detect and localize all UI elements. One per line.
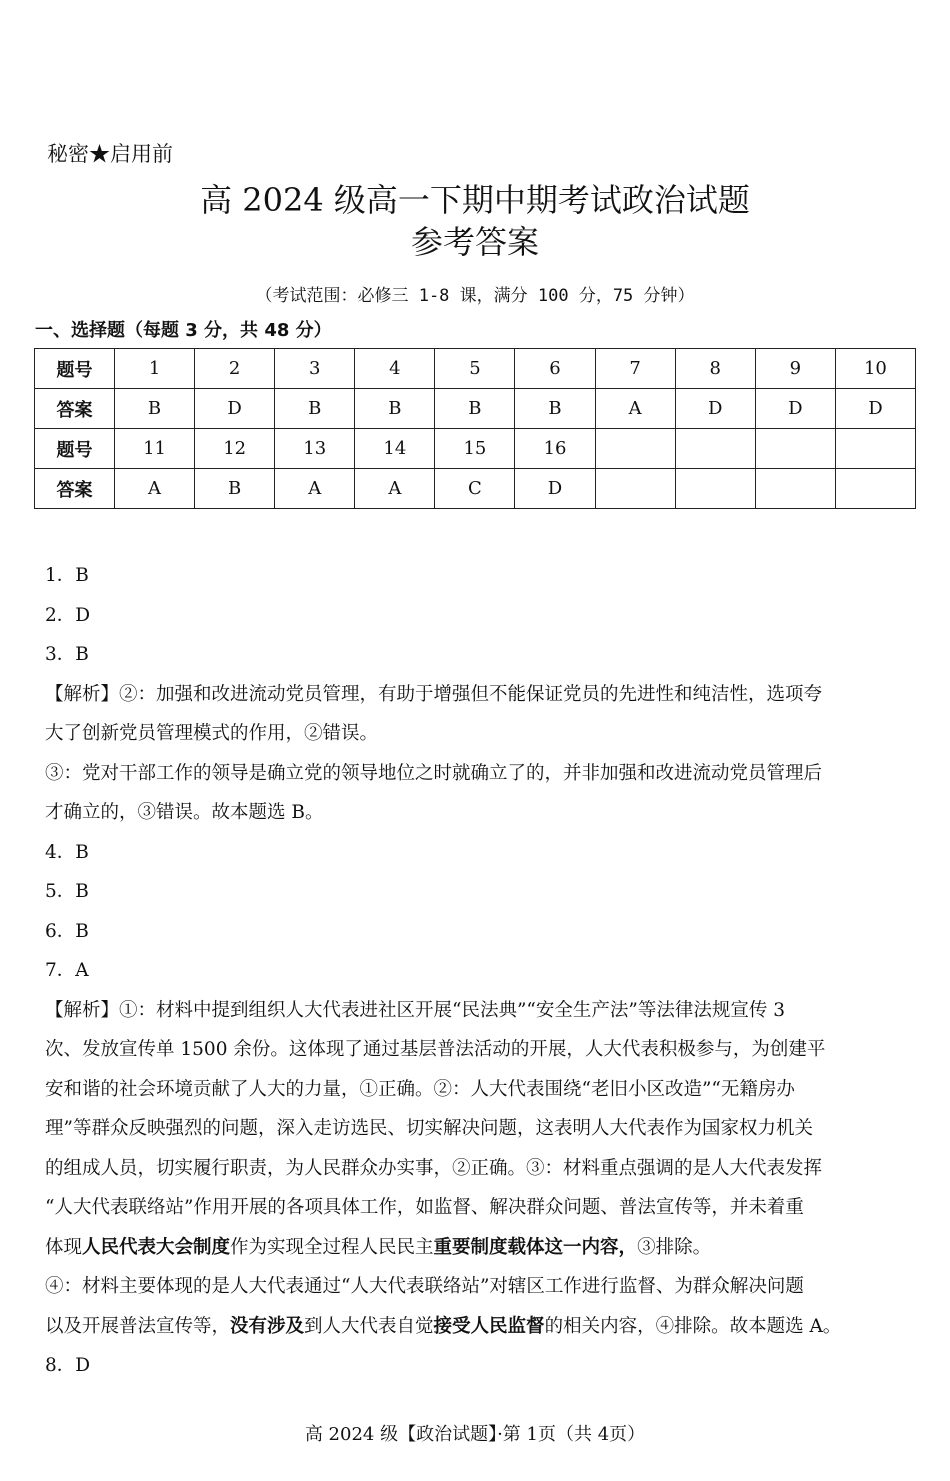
page-title: 高 2024 级高一下期中期考试政治试题 — [200, 181, 750, 219]
answer-cell: B — [115, 389, 195, 429]
answer-line: 6．B — [45, 920, 89, 942]
text-span: 体现 — [45, 1236, 83, 1258]
question-number: 3 — [275, 349, 355, 389]
section-title-choice: 一、选择题（每题 3 分，共 48 分） — [35, 320, 332, 341]
bold-text: 没有涉及 — [230, 1315, 305, 1337]
answer-table — [34, 348, 916, 509]
question-number — [755, 429, 835, 469]
text-span: 的相关内容，④排除。故本题选 A。 — [544, 1315, 842, 1337]
answer-line: 1．B — [45, 565, 89, 586]
text-span: 到人大代表自觉 — [304, 1315, 434, 1337]
explanation-line: 理”等群众反映强烈的问题，深入走访选民、切实解决问题，这表明人大代表作为国家权力机关 — [45, 1118, 813, 1139]
question-number: 8 — [675, 349, 755, 389]
answer-cell: D — [755, 389, 835, 429]
question-number: 6 — [515, 349, 595, 389]
explanation-line: 大了创新党员管理模式的作用，②错误。 — [45, 723, 379, 744]
answer-cell: D — [835, 389, 915, 429]
explanation-line: 的组成人员，切实履行职责，为人民群众办实事，②正确。③：材料重点强调的是人大代表发挥 — [45, 1157, 823, 1179]
question-number: 4 — [355, 349, 435, 389]
question-number: 14 — [355, 429, 435, 469]
answer-cell — [595, 469, 675, 509]
answer-cell: D — [675, 389, 755, 429]
answer-cell: D — [515, 469, 595, 509]
text-span: ③排除。 — [637, 1236, 712, 1258]
answer-line: 8．D — [45, 1355, 91, 1376]
question-number — [595, 429, 675, 469]
exam-scope: （考试范围：必修三 1-8 课，满分 100 分，75 分钟） — [255, 286, 695, 306]
answer-line: 2．D — [45, 604, 91, 626]
table-row — [35, 389, 916, 429]
answer-explanations — [45, 556, 907, 1386]
question-number: 12 — [195, 429, 275, 469]
table-row — [35, 469, 916, 509]
explanation-line: 安和谐的社会环境贡献了人大的力量，①正确。②：人大代表围绕“老旧小区改造”“无籍房办 — [45, 1078, 795, 1100]
answer-cell: B — [275, 389, 355, 429]
answer-line: 5．B — [45, 881, 89, 902]
table-row — [35, 429, 916, 469]
bold-text: 人民代表大会制度 — [82, 1236, 231, 1258]
answer-cell: B — [355, 389, 435, 429]
question-number: 5 — [435, 349, 515, 389]
answer-cell — [835, 469, 915, 509]
text-span: 作为实现全过程人民民主 — [230, 1236, 434, 1258]
answer-line: 3．B — [45, 644, 89, 665]
answer-cell: A — [115, 469, 195, 509]
answer-line: 7．A — [45, 960, 89, 981]
answer-cell: B — [195, 469, 275, 509]
question-number: 9 — [755, 349, 835, 389]
answer-line: 4．B — [45, 841, 89, 863]
question-number: 2 — [195, 349, 275, 389]
explanation-line: “人大代表联络站”作用开展的各项具体工作，如监督、解决群众问题、普法宣传等，并未着重 — [45, 1197, 804, 1218]
row-label-question: 题号 — [35, 349, 115, 389]
explanation-line: 【解析】①：材料中提到组织人大代表进社区开展“民法典”“安全生产法”等法律法规宣传 3 — [45, 999, 785, 1021]
bold-text: 接受人民监督 — [433, 1315, 545, 1337]
answer-cell: A — [595, 389, 675, 429]
explanation-line — [45, 1228, 907, 1268]
question-number: 13 — [275, 429, 355, 469]
question-number: 10 — [835, 349, 915, 389]
question-number — [835, 429, 915, 469]
secret-label: 秘密★启用前 — [47, 142, 173, 166]
explanation-line: ③：党对干部工作的领导是确立党的领导地位之时就确立了的，并非加强和改进流动党员管理后 — [45, 762, 823, 784]
question-number: 1 — [115, 349, 195, 389]
answer-cell — [755, 469, 835, 509]
answer-cell — [675, 469, 755, 509]
answer-cell: D — [195, 389, 275, 429]
row-label-answer: 答案 — [35, 389, 115, 429]
question-number: 11 — [115, 429, 195, 469]
explanation-line: ④：材料主要体现的是人大代表通过“人大代表联络站”对辖区工作进行监督、为群众解决问题 — [45, 1276, 804, 1297]
page-subtitle: 参考答案 — [410, 223, 539, 261]
answer-cell: A — [275, 469, 355, 509]
answer-cell: A — [355, 469, 435, 509]
row-label-answer: 答案 — [35, 469, 115, 509]
explanation-line: 才确立的，③错误。故本题选 B。 — [45, 802, 324, 823]
page-footer: 高 2024 级【政治试题】·第 1页（共 4页） — [304, 1424, 646, 1445]
table-row — [35, 349, 916, 389]
bold-text: 重要制度载体这一内容， — [433, 1236, 638, 1258]
explanation-line: 次、发放宣传单 1500 余份。这体现了通过基层普法活动的开展，人大代表积极参与，为创建平 — [45, 1039, 826, 1060]
question-number — [675, 429, 755, 469]
answer-cell: C — [435, 469, 515, 509]
question-number: 7 — [595, 349, 675, 389]
answer-cell: B — [435, 389, 515, 429]
question-number: 15 — [435, 429, 515, 469]
answer-cell: B — [515, 389, 595, 429]
explanation-line — [45, 1307, 907, 1347]
explanation-line: 【解析】②：加强和改进流动党员管理，有助于增强但不能保证党员的先进性和纯洁性，选项夸 — [45, 683, 823, 705]
question-number: 16 — [515, 429, 595, 469]
text-span: 以及开展普法宣传等， — [45, 1315, 231, 1337]
row-label-question: 题号 — [35, 429, 115, 469]
